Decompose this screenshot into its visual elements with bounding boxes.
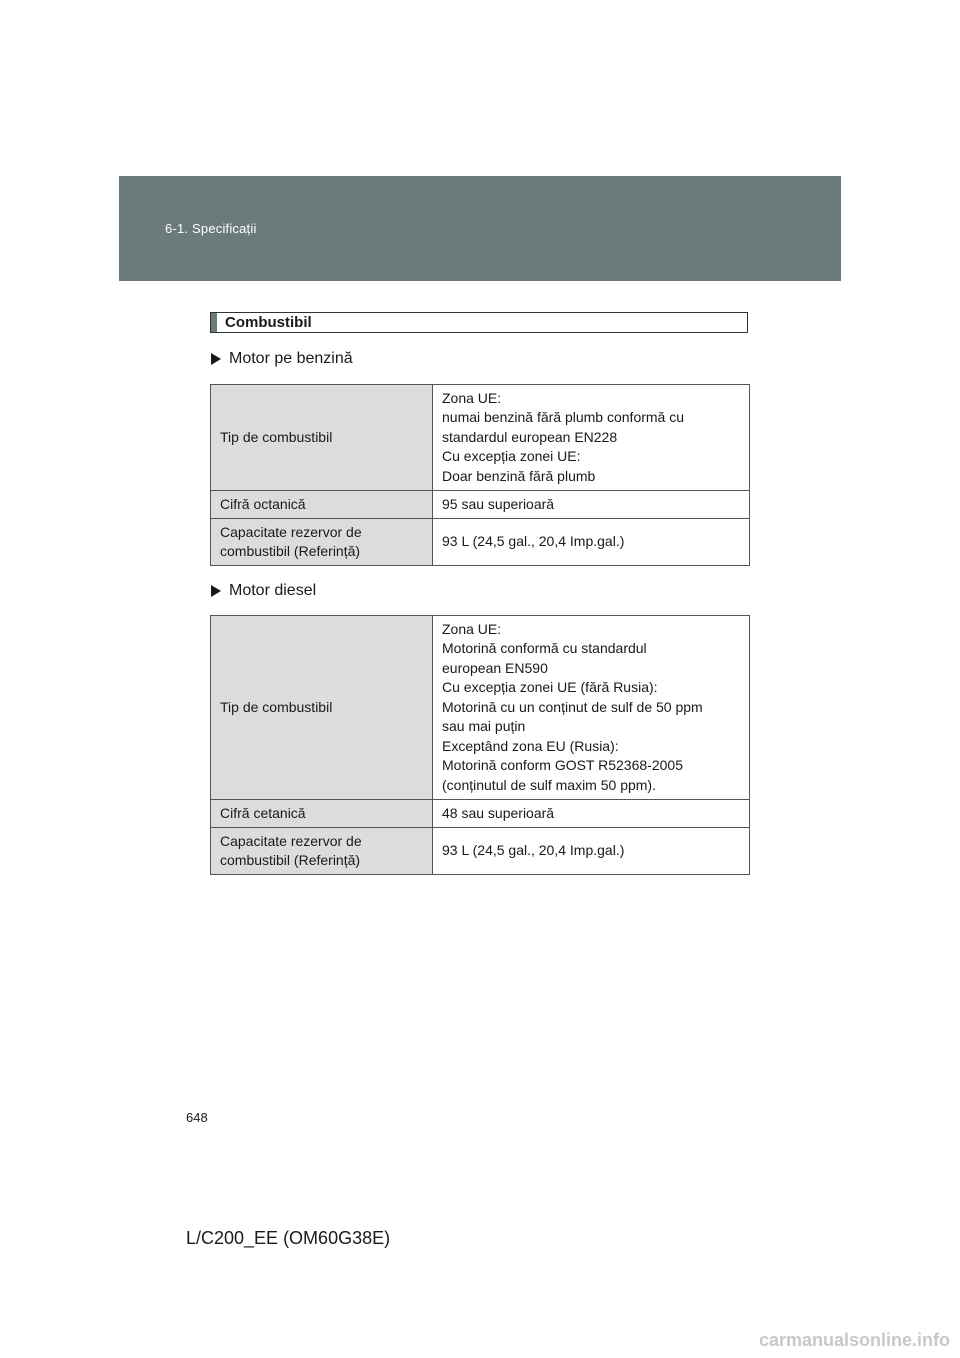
- spec-value-line: Exceptând zona EU (Rusia):: [442, 737, 619, 754]
- spec-value-line: numai benzină fără plumb conformă cu: [442, 409, 685, 426]
- spec-label-cell: [211, 491, 433, 519]
- spec-value-line: 48 sau superioară: [442, 804, 555, 821]
- spec-value-line: sau mai puțin: [442, 718, 526, 735]
- spec-value-cell: [433, 616, 750, 800]
- spec-value-line: 93 L (24,5 gal., 20,4 Imp.gal.): [442, 533, 625, 550]
- spec-value-line: Motorină conformă cu standardul: [442, 640, 647, 657]
- diesel-engine-heading: [211, 582, 316, 600]
- spec-label-line: Capacitate rezervor de: [220, 832, 362, 849]
- spec-row: [211, 385, 750, 491]
- spec-row: [211, 828, 750, 875]
- diesel-spec-table: [210, 615, 750, 875]
- page-number: 648: [186, 1110, 208, 1125]
- spec-row: [211, 491, 750, 519]
- spec-label-line: Cifră octanică: [220, 495, 306, 512]
- chapter-header-band: [119, 176, 841, 281]
- spec-value-line: Motorină cu un conținut de sulf de 50 ppm: [442, 698, 703, 715]
- petrol-engine-heading: [211, 350, 353, 368]
- spec-label-line: Tip de combustibil: [220, 428, 333, 445]
- spec-label-line: Tip de combustibil: [220, 698, 333, 715]
- petrol-engine-heading-text: Motor pe benzină: [229, 350, 353, 367]
- section-title-box: [210, 312, 748, 333]
- diesel-engine-heading-text: Motor diesel: [229, 582, 317, 599]
- spec-value-line: (conținutul de sulf maxim 50 ppm).: [442, 776, 656, 793]
- spec-value-line: standardul european EN228: [442, 428, 618, 445]
- spec-value-line: Zona UE:: [442, 389, 502, 406]
- triangle-bullet-icon: [211, 585, 221, 597]
- spec-label-line: Cifră cetanică: [220, 804, 306, 821]
- spec-value-cell: [433, 491, 750, 519]
- spec-value-cell: [433, 385, 750, 491]
- petrol-spec-table: [210, 384, 750, 566]
- spec-label-cell: [211, 828, 433, 875]
- spec-value-cell: [433, 828, 750, 875]
- spec-label-line: Capacitate rezervor de: [220, 523, 362, 540]
- spec-label-cell: [211, 616, 433, 800]
- spec-value-line: Cu excepția zonei UE (fără Rusia):: [442, 679, 658, 696]
- spec-row: [211, 800, 750, 828]
- spec-value-line: 93 L (24,5 gal., 20,4 Imp.gal.): [442, 842, 625, 859]
- document-code: L/C200_EE (OM60G38E): [186, 1228, 391, 1248]
- spec-row: [211, 616, 750, 800]
- spec-value-cell: [433, 800, 750, 828]
- spec-value-line: Motorină conform GOST R52368-2005: [442, 757, 683, 774]
- triangle-bullet-icon: [211, 353, 221, 365]
- spec-label-cell: [211, 519, 433, 566]
- section-title: Combustibil: [225, 314, 312, 331]
- spec-label-cell: [211, 800, 433, 828]
- spec-value-line: Cu excepția zonei UE:: [442, 448, 581, 465]
- section-title-accent-bar: [211, 313, 217, 332]
- spec-value-line: Doar benzină fără plumb: [442, 467, 596, 484]
- spec-label-line: combustibil (Referință): [220, 852, 361, 868]
- spec-row: [211, 519, 750, 566]
- watermark: carmanualsonline.info: [758, 1330, 950, 1350]
- spec-value-cell: [433, 519, 750, 566]
- spec-label-cell: [211, 385, 433, 491]
- chapter-section-label: 6-1. Specificații: [165, 221, 257, 236]
- spec-value-line: european EN590: [442, 659, 548, 676]
- spec-label-line: combustibil (Referință): [220, 543, 361, 559]
- spec-value-line: 95 sau superioară: [442, 495, 555, 512]
- spec-value-line: Zona UE:: [442, 620, 502, 637]
